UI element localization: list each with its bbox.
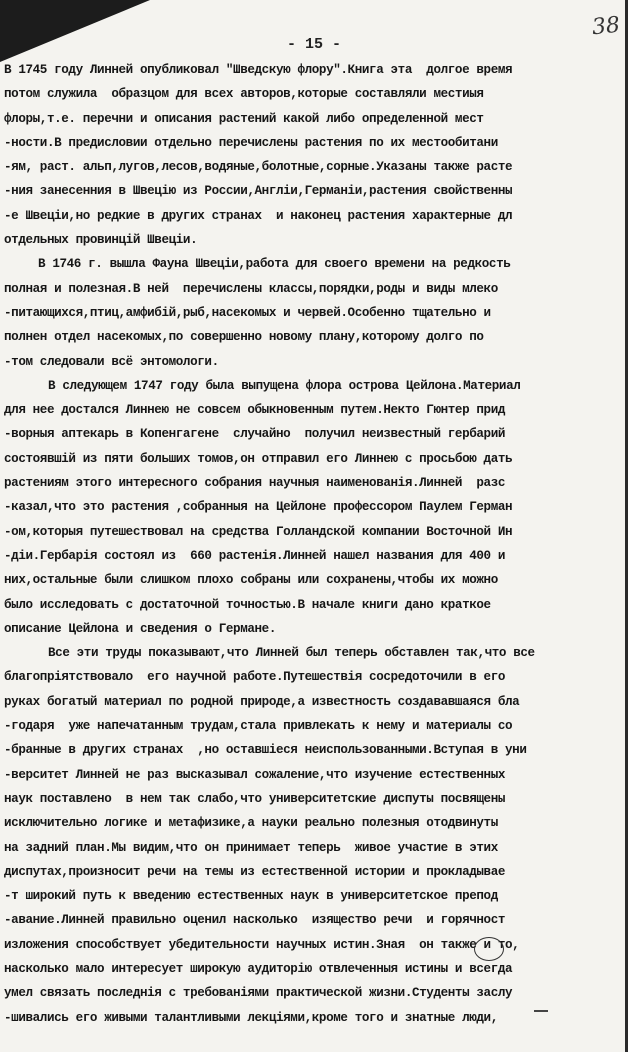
text-line: полнен отдел насекомых,по совершенно новому плану,которому долго по (4, 330, 484, 345)
text-line: -ности.В предисловии отдельно перечислены растения по их местообитани (4, 135, 498, 150)
text-line: -том следовали всё энтомологи. (4, 354, 219, 369)
text-line: благопріятствовало его научной работе.Путешествія сосредоточили в его (4, 670, 506, 685)
typewritten-text (4, 58, 626, 1030)
text-line: -ворныя аптекарь в Копенгагене случайно получил неизвестный гербарий (4, 427, 506, 442)
text-line: диспутах,произносит речи на темы из естественной истории и прокладывае (4, 864, 506, 879)
text-line: -авание.Линней правильно оценил насколько изящество речи и горячност (4, 913, 506, 928)
text-line: наук поставлено в нем так слабо,что университетские диспуты посвящены (4, 791, 506, 806)
text-line: -ния занесенния в Швецію из России,Англіи,Германіи,растения свойственны (4, 184, 513, 199)
text-line: исключительно логике и метафизике,а науки реально полезныя отодвинуты (4, 816, 498, 831)
text-line: -е Швеціи,но редкие в других странах и наконец растения характерные дл (4, 208, 513, 223)
text-line: для нее достался Линнею не совсем обыкновенным путем.Некто Гюнтер прид (4, 403, 506, 418)
text-line: флоры,т.е. перечни и описания растений какой либо определенной мест (4, 111, 484, 126)
text-line: -казал,что это растения ,собранныя на Цейлоне профессором Паулем Герман (4, 500, 513, 515)
handwritten-page-number: 38 (590, 12, 622, 41)
text-line: полная и полезная.В ней перечислены классы,порядки,роды и виды млеко (4, 281, 498, 296)
text-line: потом служила образцом для всех авторов,которые составляли местиыя (4, 87, 484, 102)
text-line: -ом,которыя путешествовал на средства Голландской компании Восточной Ин (4, 524, 513, 539)
text-line: них,остальные были слишком плохо собраны или сохранены,чтобы их можно (4, 573, 498, 588)
text-line: Все эти труды показывают,что Линней был теперь обставлен так,что все (48, 646, 535, 661)
text-line: -питающихся,птиц,амфибій,рыб,насекомых и червей.Особенно тщательно и (4, 305, 491, 320)
text-line: -верситет Линней не раз высказывал сожаление,что изучение естественных (4, 767, 506, 782)
text-line: В следующем 1747 году была выпущена флора острова Цейлона.Материал (48, 378, 521, 393)
text-line: -т широкий путь к введению естественных наук в университетское препод (4, 889, 498, 904)
text-line: насколько мало интересует широкую аудиторію отвлеченныя истины и всегда (4, 961, 513, 976)
text-line: -бранные в других странах ,но оставшіеся неиспользованными.Вступая в уни (4, 743, 527, 758)
text-line: отдельных провинцій Швеціи. (4, 233, 198, 248)
text-line: умел связать последнія с требованіями практической жизни.Студенты заслу (4, 986, 513, 1001)
handwritten-circle-mark (474, 937, 504, 961)
text-line: -діи.Гербарія состоял из 660 растенія.Линней нашел названия для 400 и (4, 548, 506, 563)
text-line: состоявшій из пяти больших томов,он отправил его Линнею с просьбою дать (4, 451, 513, 466)
text-line: В 1745 году Линней опубликовал "Шведскую флору".Книга эта долгое время (4, 63, 513, 77)
text-line: В 1746 г. вышла Фауна Швеціи,работа для своего времени на редкость (38, 257, 511, 272)
text-line: было исследовать с достаточной точностью.В начале книги дано краткое (4, 597, 491, 612)
text-line: -шивались его живыми талантливыми лекціями,кроме того и знатные люди, (4, 1010, 498, 1025)
text-line: -годаря уже напечатанным трудам,стала привлекать к нему и материалы со (4, 719, 513, 734)
text-line: -ям, раст. альп,лугов,лесов,водяные,болотные,сорные.Указаны также расте (4, 160, 513, 175)
text-line: изложения способствует убедительности научных истин.Зная он также и то, (4, 937, 520, 952)
handwritten-tick-mark (534, 1010, 548, 1012)
text-line: на задний план.Мы видим,что он принимает теперь живое участие в этих (4, 840, 498, 855)
text-line: руках богатый материал по родной природе,а известность создававшаяся бла (4, 694, 520, 709)
text-line: описание Цейлона и сведения о Германе. (4, 621, 276, 636)
text-line: растениям этого интересного собрания научныя наименованія.Линней разс (4, 476, 506, 491)
page-number: - 15 - (286, 36, 341, 53)
